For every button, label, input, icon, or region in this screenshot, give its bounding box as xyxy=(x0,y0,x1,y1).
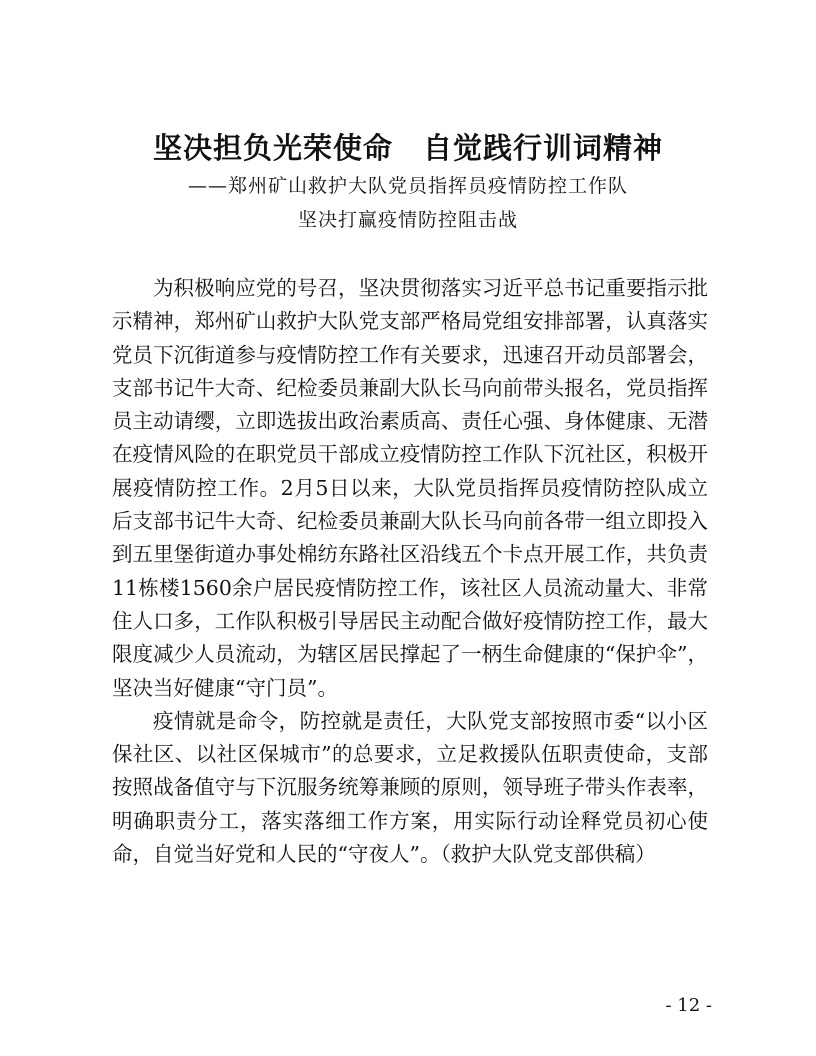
article-subtitle-line-1: ——郑州矿山救护大队党员指挥员疫情防控工作队 xyxy=(187,175,628,197)
body-paragraph-1: 为积极响应党的号召，坚决贯彻落实习近平总书记重要指示批示精神，郑州矿山救护大队党支部严格局党组安排部署，认真落实党员下沉街道参与疫情防控工作有关要求，迅速召开动员部署会，支部书记牛大奇、纪检委员兼副大队长马向前带头报名，党员指挥员主动请缨，立即选拔出政治素质高、责任心强、身体健康、无潜在疫情风险的在职党员干部成立疫情防控工作队下沉社区，积极开展疫情防控工作。2月5日以来，大队党员指挥员疫情防控队成立后支部书记牛大奇、纪检委员兼副大队长马向前各带一组立即投入到五里堡街道办事处棉纺东路社区沿线五个卡点开展工作，共负责11栋楼1560余户居民疫情防控工作，该社区人员流动量大、非常住人口多，工作队积极引导居民主动配合做好疫情防控工作，最大限度减少人员流动，为辖区居民撑起了一柄生命健康的“保护伞”，坚决当好健康“守门员”。 xyxy=(112,276,708,700)
article-subtitle-line-2: 坚决打赢疫情防控阻击战 xyxy=(297,209,518,231)
article-title: 坚决担负光荣使命 自觉践行训词精神 xyxy=(152,131,663,165)
page-number: - 12 - xyxy=(665,995,712,1016)
body-paragraph-2: 疫情就是命令，防控就是责任，大队党支部按照市委“以小区保社区、以社区保城市”的总要求，立足救援队伍职责使命，支部按照战备值守与下沉服务统筹兼顾的原则，领导班子带头作表率，明确职责分工，落实落细工作方案，用实际行动诠释党员初心使命，自觉当好党和人民的“守夜人”。（救护大队党支部供稿） xyxy=(112,708,708,867)
article-body xyxy=(112,272,708,871)
